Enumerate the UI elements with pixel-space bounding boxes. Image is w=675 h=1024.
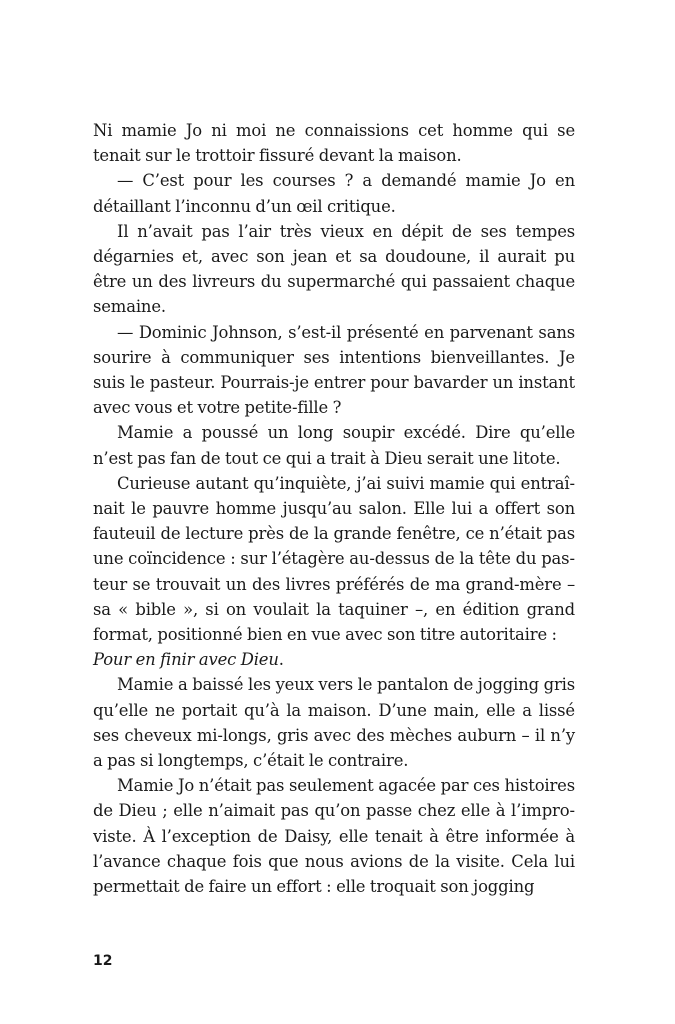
page-number: 12 [93, 953, 113, 969]
paragraph-7: Mamie a baissé les yeux vers le pantalon de jogging gris qu’elle ne portait qu’à la maison. D’une main, elle a lissé ses cheveux mi-longs, gris avec des mèches auburn – il n’y a pas si longtemps, c’était le contraire. [93, 675, 575, 771]
paragraph-4: — Dominic Johnson, s’est-il présenté en parvenant sans sourire à communiquer ses intentions bienveillantes. Je suis le pasteur. Pourrais-je entrer pour bavarder un instant avec vous et votre petite-fille ? [93, 322, 575, 418]
paragraph-1: Ni mamie Jo ni moi ne connaissions cet homme qui se tenait sur le trottoir fissuré devant la maison. [93, 121, 575, 166]
paragraph-8: Mamie Jo n’était pas seulement agacée par ces histoires de Dieu ; elle n’aimait pas qu’on passe chez elle à l’improviste. À l’exception de Daisy, elle tenait à être informée à l’avance chaque fois que nous avions de la visite. Cela lui permettait de faire un effort : elle troquait son jogging [93, 776, 575, 897]
book-title: Pour en finir avec Dieu [93, 650, 279, 670]
paragraph-6: Curieuse autant qu’inquiète, j’ai suivi mamie qui entraînait le pauvre homme jusqu’au salon. Elle lui a offert son fauteuil de lecture près de la grande fenêtre, ce n’était pas une coïncidence : sur l’étagère au-dessus de la tête du pasteur se trouvait un des livres préférés de ma grand-mère – sa « bible », si on voulait la taquiner –, en édition grand format, positionné bien en vue avec son titre autoritaire : [93, 473, 575, 645]
book-title-suffix: . [278, 650, 284, 670]
page-body [93, 118, 575, 899]
paragraph-5: Mamie a poussé un long soupir excédé. Dire qu’elle n’est pas fan de tout ce qui a trait à Dieu serait une litote. [93, 423, 575, 468]
paragraph-3: Il n’avait pas l’air très vieux en dépit de ses tempes dégarnies et, avec son jean et sa doudoune, il aurait pu être un des livreurs du supermarché qui passaient chaque semaine. [93, 221, 575, 317]
book-title-line [93, 647, 575, 672]
paragraph-2: — C’est pour les courses ? a demandé mamie Jo en détaillant l’inconnu d’un œil critique. [93, 171, 575, 216]
